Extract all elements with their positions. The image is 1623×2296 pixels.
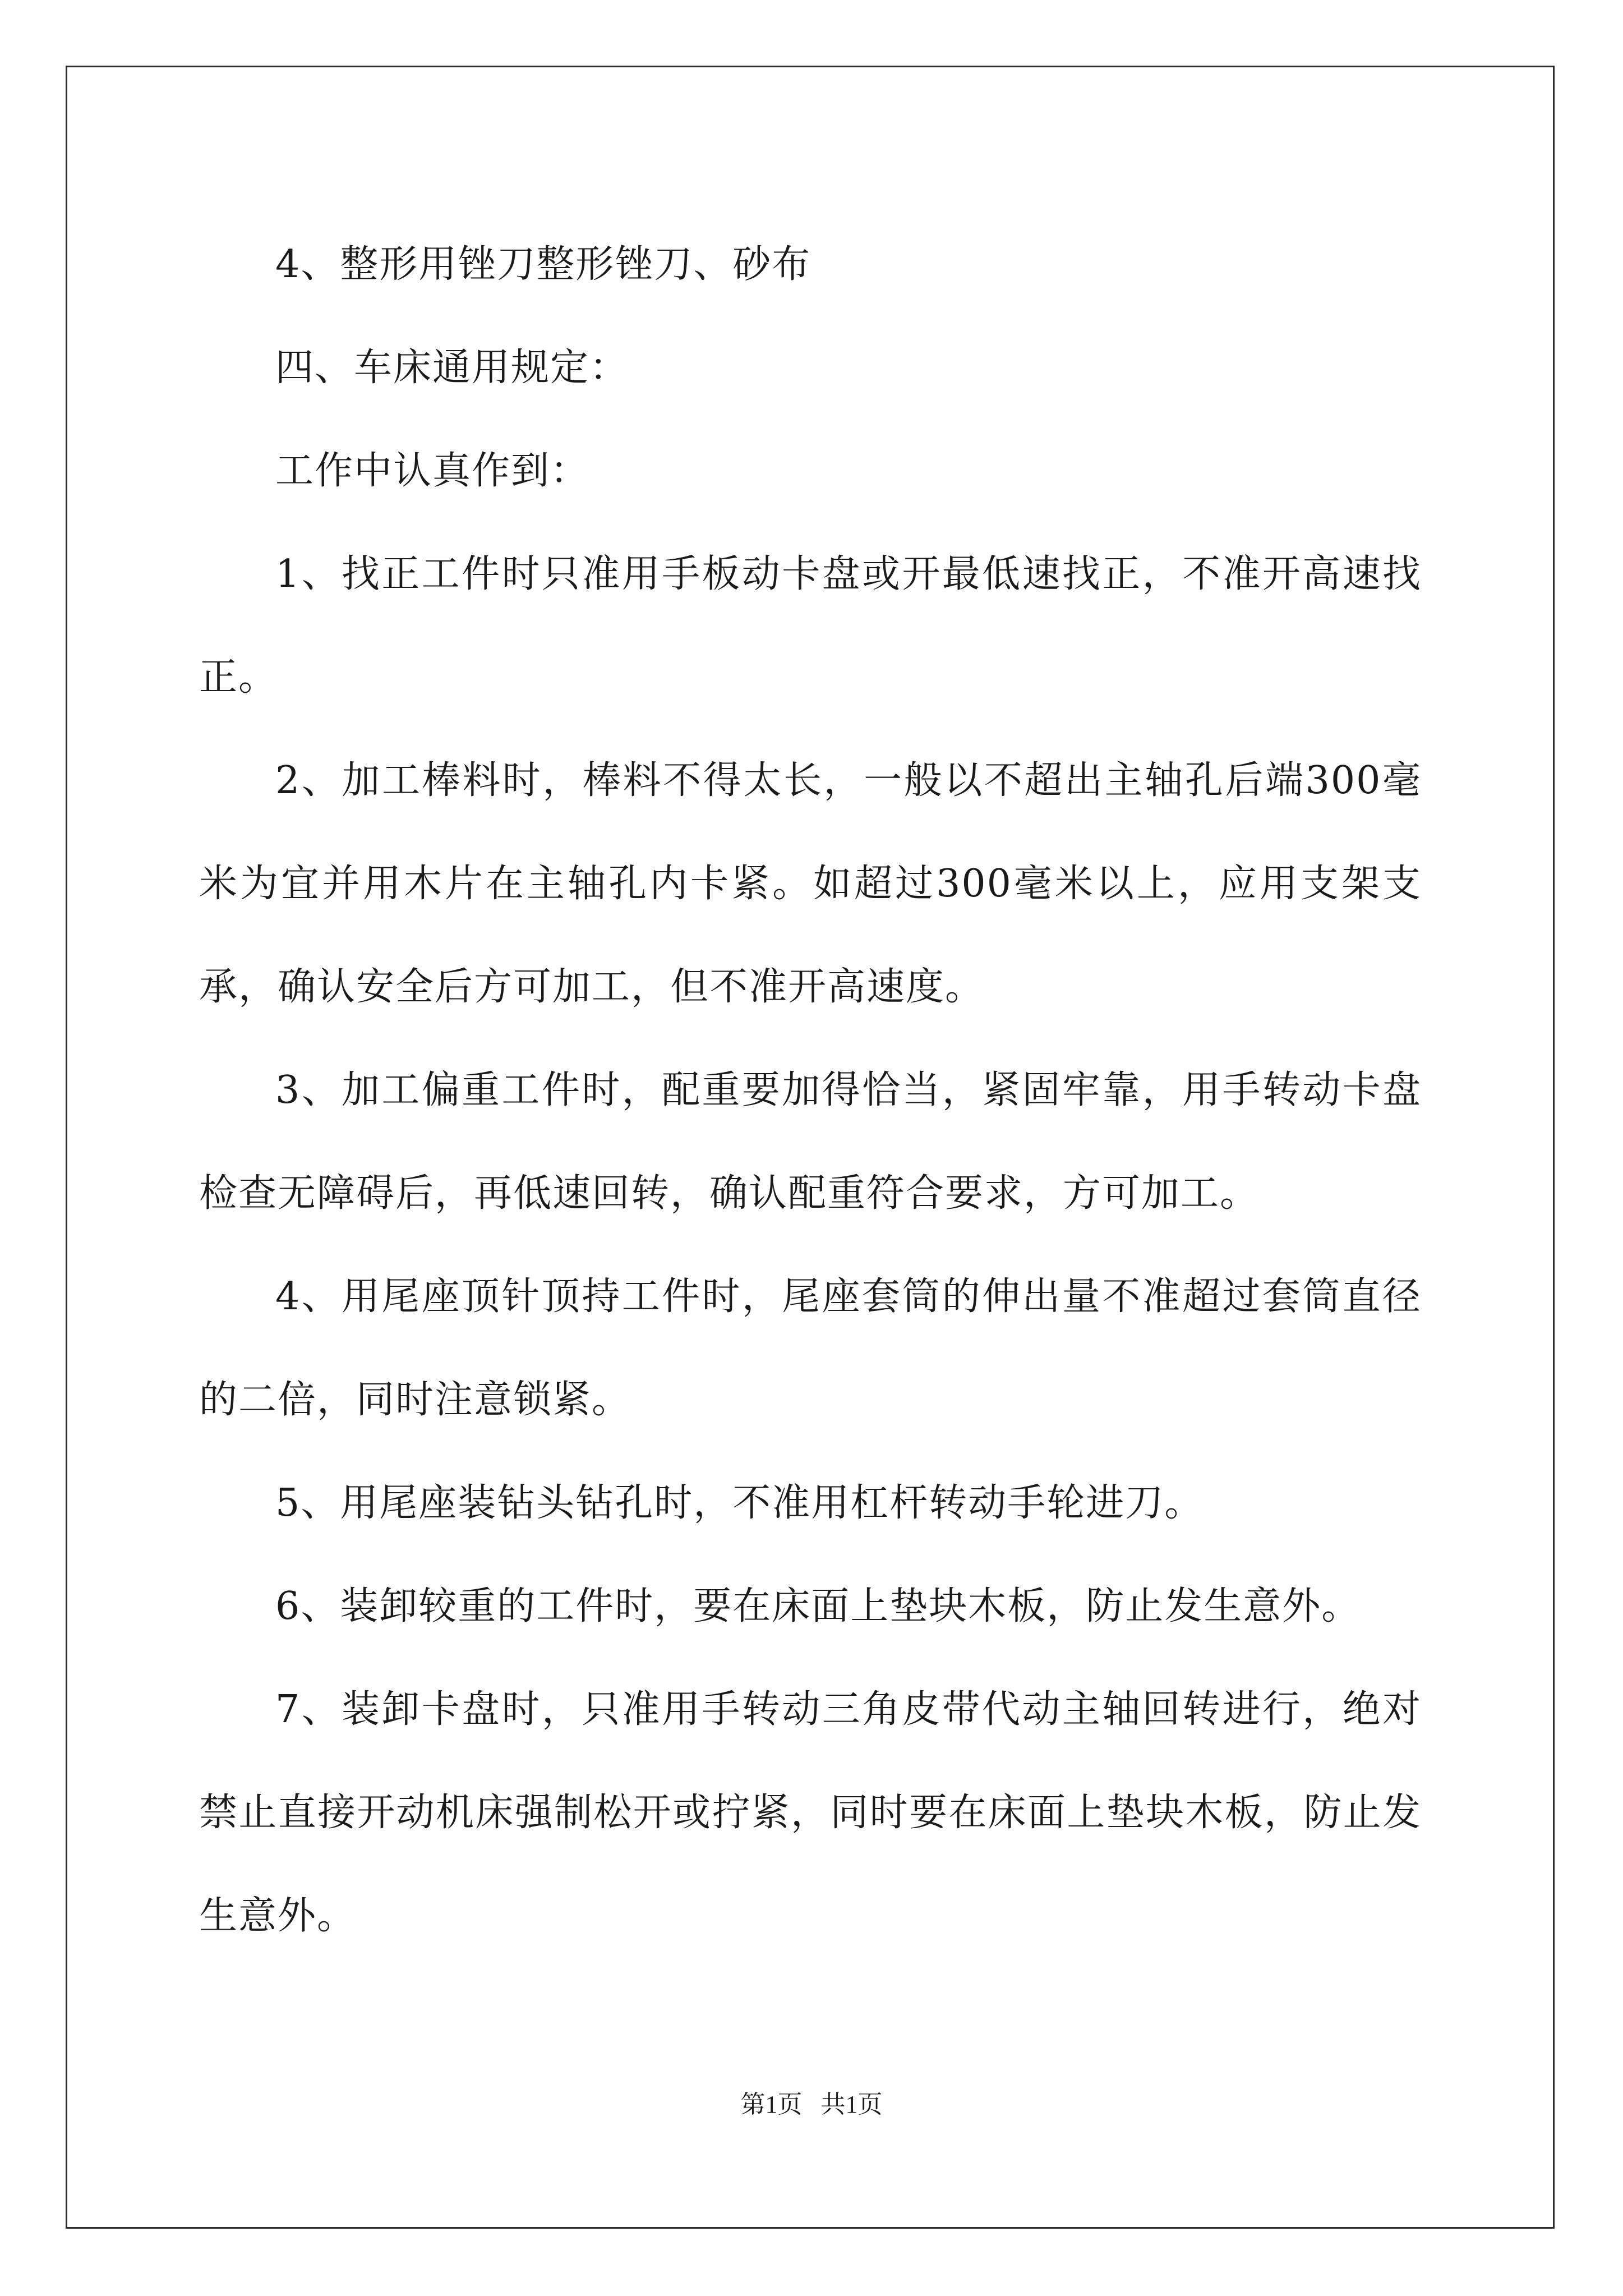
- paragraph-rule-3: 3、加工偏重工件时，配重要加得恰当，紧固牢靠，用手转动卡盘检查无障碍后，再低速回转，确认配重符合要求，方可加工。: [199, 1068, 1422, 1216]
- paragraph-rule-2: 2、加工棒料时，棒料不得太长，一般以不超出主轴孔后端300毫米为宜并用木片在主轴孔内卡紧。如超过300毫米以上，应用支架支承，确认安全后方可加工，但不准开高速度。: [199, 758, 1422, 1009]
- section-heading-lathe-rules: 四、车床通用规定：: [275, 346, 629, 390]
- paragraph-rule-5: 5、用尾座装钻头钻孔时，不准用杠杆转动手轮进刀。: [275, 1481, 1204, 1525]
- paragraph-intro: 工作中认真作到：: [275, 449, 590, 493]
- paragraph-rule-1: 1、找正工件时只准用手板动卡盘或开最低速找正，不准开高速找正。: [199, 552, 1422, 700]
- document-body: [199, 213, 1422, 1968]
- paragraph-rule-4: 4、用尾座顶针顶持工件时，尾座套筒的伸出量不准超过套筒直径的二倍，同时注意锁紧。: [199, 1274, 1422, 1422]
- page-footer: 第1页 共1页: [740, 2091, 883, 2118]
- paragraph-rule-6: 6、装卸较重的工件时，要在床面上垫块木板，防止发生意外。: [275, 1584, 1361, 1628]
- paragraph-rule-7: 7、装卸卡盘时，只准用手转动三角皮带代动主轴回转进行，绝对禁止直接开动机床强制松开或拧紧，同时要在床面上垫块木板，防止发生意外。: [199, 1687, 1422, 1938]
- paragraph-tools-item-4: 4、整形用锉刀整形锉刀、砂布: [275, 242, 811, 287]
